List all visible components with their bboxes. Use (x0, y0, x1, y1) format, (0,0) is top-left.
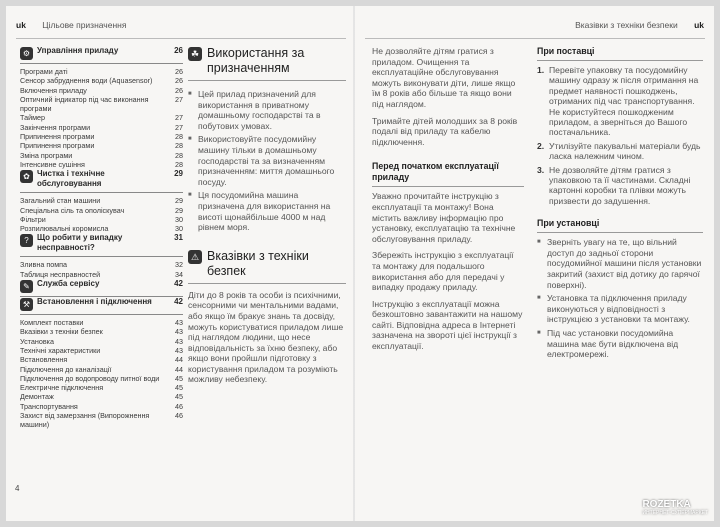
toc-section-title: Чистка і технічне обслуговування (37, 169, 105, 189)
toc-entry-page: 26 (175, 67, 183, 76)
toc-entry-page: 26 (175, 76, 183, 86)
toc-entry-label: Вказівки з техніки безпек (20, 327, 103, 337)
toc-section-title: Управління приладу (37, 46, 119, 55)
toc-entry[interactable] (20, 365, 183, 374)
toc-entry-page: 44 (175, 355, 183, 365)
safety-heading (188, 249, 346, 284)
toc-entry-label: Сенсор забруднення води (Aquasensor) (20, 76, 153, 86)
toc-entry[interactable] (20, 67, 183, 76)
toc-items (20, 318, 183, 430)
toc-entry[interactable] (20, 215, 183, 224)
intended-use-title: Використання за призначенням (207, 46, 305, 75)
toc-entry[interactable] (20, 337, 183, 346)
chapter-title: Цільове призначення (42, 20, 127, 30)
safety-title: Вказівки з техніки безпек (207, 248, 309, 278)
toc-entry-label: Загальний стан машини (20, 196, 101, 206)
delivery-heading: При поставці (537, 46, 703, 61)
list-item: 2. Утилізуйте пакувальні матеріали будь ласка належним чином. (537, 140, 701, 162)
safety-intro: Діти до 8 років та особи із психічними, сенсорними чи ментальними вадами, або якщо їм бракує знань та досвіду, можуть користуватися приладом лише під наглядом людини, що несе відповідальність за їхню безпеку, або якщо вони пройшли підготовку з користування приладом та розуміють можливу небезпеку. (188, 289, 344, 385)
list-item: ■ Установка та підключення приладу виконуються у відповідності з інструкцією з установки та монтажу. (537, 293, 703, 325)
toc-entry-label: Підключення до каналізації (20, 364, 112, 374)
toc-page: 29 (174, 169, 183, 179)
toc-entry[interactable] (20, 327, 183, 336)
toc-entry-page: 27 (175, 94, 183, 104)
toc-entry-label: Фільтри (20, 214, 46, 224)
toc-entry-page: 27 (175, 113, 183, 123)
toc-entry[interactable] (20, 196, 183, 205)
toc-entry[interactable] (20, 346, 183, 355)
toc-entry-page: 32 (175, 260, 183, 270)
toc-entry-label: Таблиця несправностей (20, 269, 101, 279)
toc-entry-page: 27 (175, 122, 183, 132)
toc-section-title: Встановлення і підключення (37, 297, 152, 307)
toc-entry[interactable] (20, 76, 183, 85)
toc-entry-label: Транспортування (20, 401, 78, 411)
list-item: ■ Під час установки посудомийна машина має бути відключена від електромережі. (537, 328, 703, 360)
toc-entry-label: Електричне підключення (20, 383, 104, 393)
toc-entry-page: 45 (175, 373, 183, 383)
toc-entry-page: 43 (175, 327, 183, 337)
list-item: ■ Цей прилад призначений для використання в приватному домашньому господарстві та в побутових умовах. (188, 89, 346, 131)
toc-entry-label: Технічні характеристики (20, 345, 101, 355)
toc-entry[interactable] (20, 224, 183, 233)
toc-entry-page: 43 (175, 318, 183, 328)
right-page (355, 6, 714, 521)
language-code: uk (16, 20, 26, 30)
toc-entry-label: Розпилювальні коромисла (20, 224, 109, 234)
toc-entry[interactable] (20, 113, 183, 122)
toc-section-heading[interactable] (20, 46, 183, 60)
toc-entry-page: 28 (175, 141, 183, 151)
children-paragraph: Не дозволяйте дітям гратися з приладом. Очищення та експлуатаційне обслуговування можуть виконувати діти, лише якщо їм 8 років або більше та якщо вони під наглядом. (372, 46, 516, 109)
toc-entry-label: Закінчення програми (20, 122, 91, 132)
warning-icon: ⚠ (188, 250, 202, 264)
toc-entry-label: Комплект поставки (20, 318, 84, 328)
toc-entry-label: Встановлення (20, 355, 68, 365)
toc-page: 31 (174, 233, 183, 243)
list-item: 1. Перевіте упаковку та посудомийну машину одразу ж після отримання на предмет наявності пошкоджень, отриманих під час транспортування. Не користуйтеся пошкодженим приладом, а зверніться до Вашого постачальника. (537, 65, 699, 138)
toc-section-heading[interactable] (20, 233, 183, 253)
toc-section-heading[interactable] (20, 297, 183, 311)
toc-entry-page: 28 (175, 159, 183, 169)
toc-entry[interactable] (20, 206, 183, 215)
toc-entry-page: 46 (175, 411, 183, 421)
toc-entry-page: 29 (175, 205, 183, 215)
toc-entry-label: Установка (20, 336, 54, 346)
language-code: uk (694, 20, 704, 30)
toc-section (20, 46, 183, 169)
toc-divider (20, 256, 183, 257)
download-paragraph: Інструкцію з експлуатації можна безкоштовно завантажити на нашому сайті. Відповідна адреса в Інтернеті зазначена на звороті цієї інструкції з експлуатації. (372, 298, 523, 352)
toc-entry-label: Зміна програми (20, 150, 73, 160)
children-age-paragraph: Тримайте дітей молодших за 8 років подалі від приладу та кабелю підключення. (372, 115, 518, 147)
right-column (537, 46, 703, 363)
toc-items (20, 196, 183, 233)
toc-entry[interactable] (20, 160, 183, 169)
toc-entry-label: Припинення програми (20, 141, 95, 151)
toc-entry-label: Захист від замерзання (Випорожнення машини) (20, 411, 150, 430)
toc-items (20, 260, 183, 279)
environment-icon: ☘ (188, 47, 202, 61)
list-item: ■ Використовуйте посудомийну машину тільки в домашньому господарстві та за визначенням призначенням: миття домашнього посуду. (188, 134, 346, 187)
toc-entry-page: 28 (175, 150, 183, 160)
service-icon: ✎ (20, 280, 33, 293)
left-article-column (188, 46, 346, 385)
toc-entry-label: Програми даті (20, 67, 68, 76)
installation-list (537, 237, 703, 360)
header-rule (16, 38, 346, 39)
installation-icon: ⚒ (20, 298, 33, 311)
toc-entry-label: Включення приладу (20, 85, 87, 95)
toc-page: 26 (174, 46, 183, 55)
cleaning-icon: ✿ (20, 170, 33, 183)
watermark: ROZETKA ИНТЕРНЕТ-СУПЕРМАРКЕТ (642, 499, 708, 516)
toc-section-title: Що робити у випадку несправності? (37, 233, 123, 253)
toc-entry-label: Інтенсивне сушіння (20, 159, 85, 169)
toc-entry-page: 45 (175, 383, 183, 393)
toc-entry-page: 44 (175, 364, 183, 374)
toc-entry-page: 30 (175, 214, 183, 224)
appliance-control-icon: ⚙ (20, 47, 33, 60)
installation-heading: При установці (537, 218, 703, 233)
list-item: 3. Не дозволяйте дітям гратися з упаковкою та її частинами. Складні картонні коробки та плівки можуть призвести до задушення. (537, 164, 691, 206)
toc-entry-label: Припинення програми (20, 132, 95, 142)
toc-entry[interactable] (20, 383, 183, 392)
toc-section (20, 233, 183, 279)
toc-entry-page: 29 (175, 196, 183, 206)
toc-entry-page: 46 (175, 401, 183, 411)
toc-entry-label: Оптичний індикатор під час виконання програми (20, 94, 149, 114)
left-page-header (16, 20, 126, 30)
toc-entry[interactable] (20, 374, 183, 383)
toc-entry[interactable] (20, 141, 183, 150)
left-page (6, 6, 353, 521)
toc-entry-page: 43 (175, 336, 183, 346)
toc-entry-page: 43 (175, 345, 183, 355)
intended-use-heading (188, 46, 346, 81)
toc-entry[interactable] (20, 151, 183, 160)
toc-entry[interactable] (20, 95, 183, 114)
toc-entry[interactable] (20, 132, 183, 141)
chapter-title: Вказівки з техніки безпеки (575, 20, 678, 30)
toc-section (20, 297, 183, 430)
toc-entry-page: 26 (175, 85, 183, 95)
toc-entry[interactable] (20, 270, 183, 279)
page-number: 4 (15, 484, 20, 493)
intended-use-list (188, 89, 346, 233)
list-item: ■ Зверніть увагу на те, що вільний доступ до задньої сторони посудомийної машини після установки закритий (захист від дотику до гарячої поверхні). (537, 237, 703, 290)
before-start-heading: Перед початком експлуатації приладу (372, 161, 524, 187)
toc-entry[interactable] (20, 318, 183, 327)
toc-page: 42 (174, 279, 183, 289)
keep-manual-paragraph: Збережіть інструкцію з експлуатації та монтажу для подальшого використання або для передачі у випадку продажу приладу. (372, 250, 514, 293)
delivery-list (537, 65, 703, 206)
toc-section-title: Служба сервісу (37, 279, 100, 289)
toc-entry[interactable] (20, 411, 183, 430)
toc-entry-label: Таймер (20, 113, 46, 123)
right-page-header (575, 20, 704, 30)
toc-entry[interactable] (20, 260, 183, 269)
toc-entry-page: 34 (175, 269, 183, 279)
toc-section (20, 279, 183, 297)
toc-entry[interactable] (20, 355, 183, 364)
toc-entry-label: Спеціальна сіль та ополіскувач (20, 205, 125, 215)
toc-entry-page: 30 (175, 224, 183, 234)
toc-entry[interactable] (20, 86, 183, 95)
toc-items (20, 67, 183, 169)
toc-entry[interactable] (20, 402, 183, 411)
troubleshooting-icon: ? (20, 234, 33, 247)
toc-divider (20, 63, 183, 64)
toc-entry-label: Демонтаж (20, 392, 54, 402)
toc-page: 42 (174, 297, 183, 307)
toc-entry-label: Зливна помпа (20, 260, 68, 270)
toc-entry-page: 28 (175, 132, 183, 142)
toc-entry[interactable] (20, 123, 183, 132)
table-of-contents (20, 46, 183, 430)
toc-entry-page: 45 (175, 392, 183, 402)
toc-entry-label: Підключення до водопроводу питної води (20, 373, 160, 383)
toc-section-heading[interactable] (20, 169, 183, 189)
middle-column (372, 46, 524, 352)
toc-section-heading[interactable] (20, 279, 183, 293)
toc-entry[interactable] (20, 392, 183, 401)
toc-divider (20, 192, 183, 193)
header-rule (365, 38, 705, 39)
before-start-paragraph: Уважно прочитайте інструкцію з експлуатації та монтажу! Вона містить важливу інформацію про установку, експлуатацію та технічне обслуговування приладу. (372, 191, 516, 244)
list-item: ■ Ця посудомийна машина призначена для використання на висоті щонайбільше 4000 м над рівнем моря. (188, 190, 346, 232)
toc-section (20, 169, 183, 233)
toc-divider (20, 314, 183, 315)
